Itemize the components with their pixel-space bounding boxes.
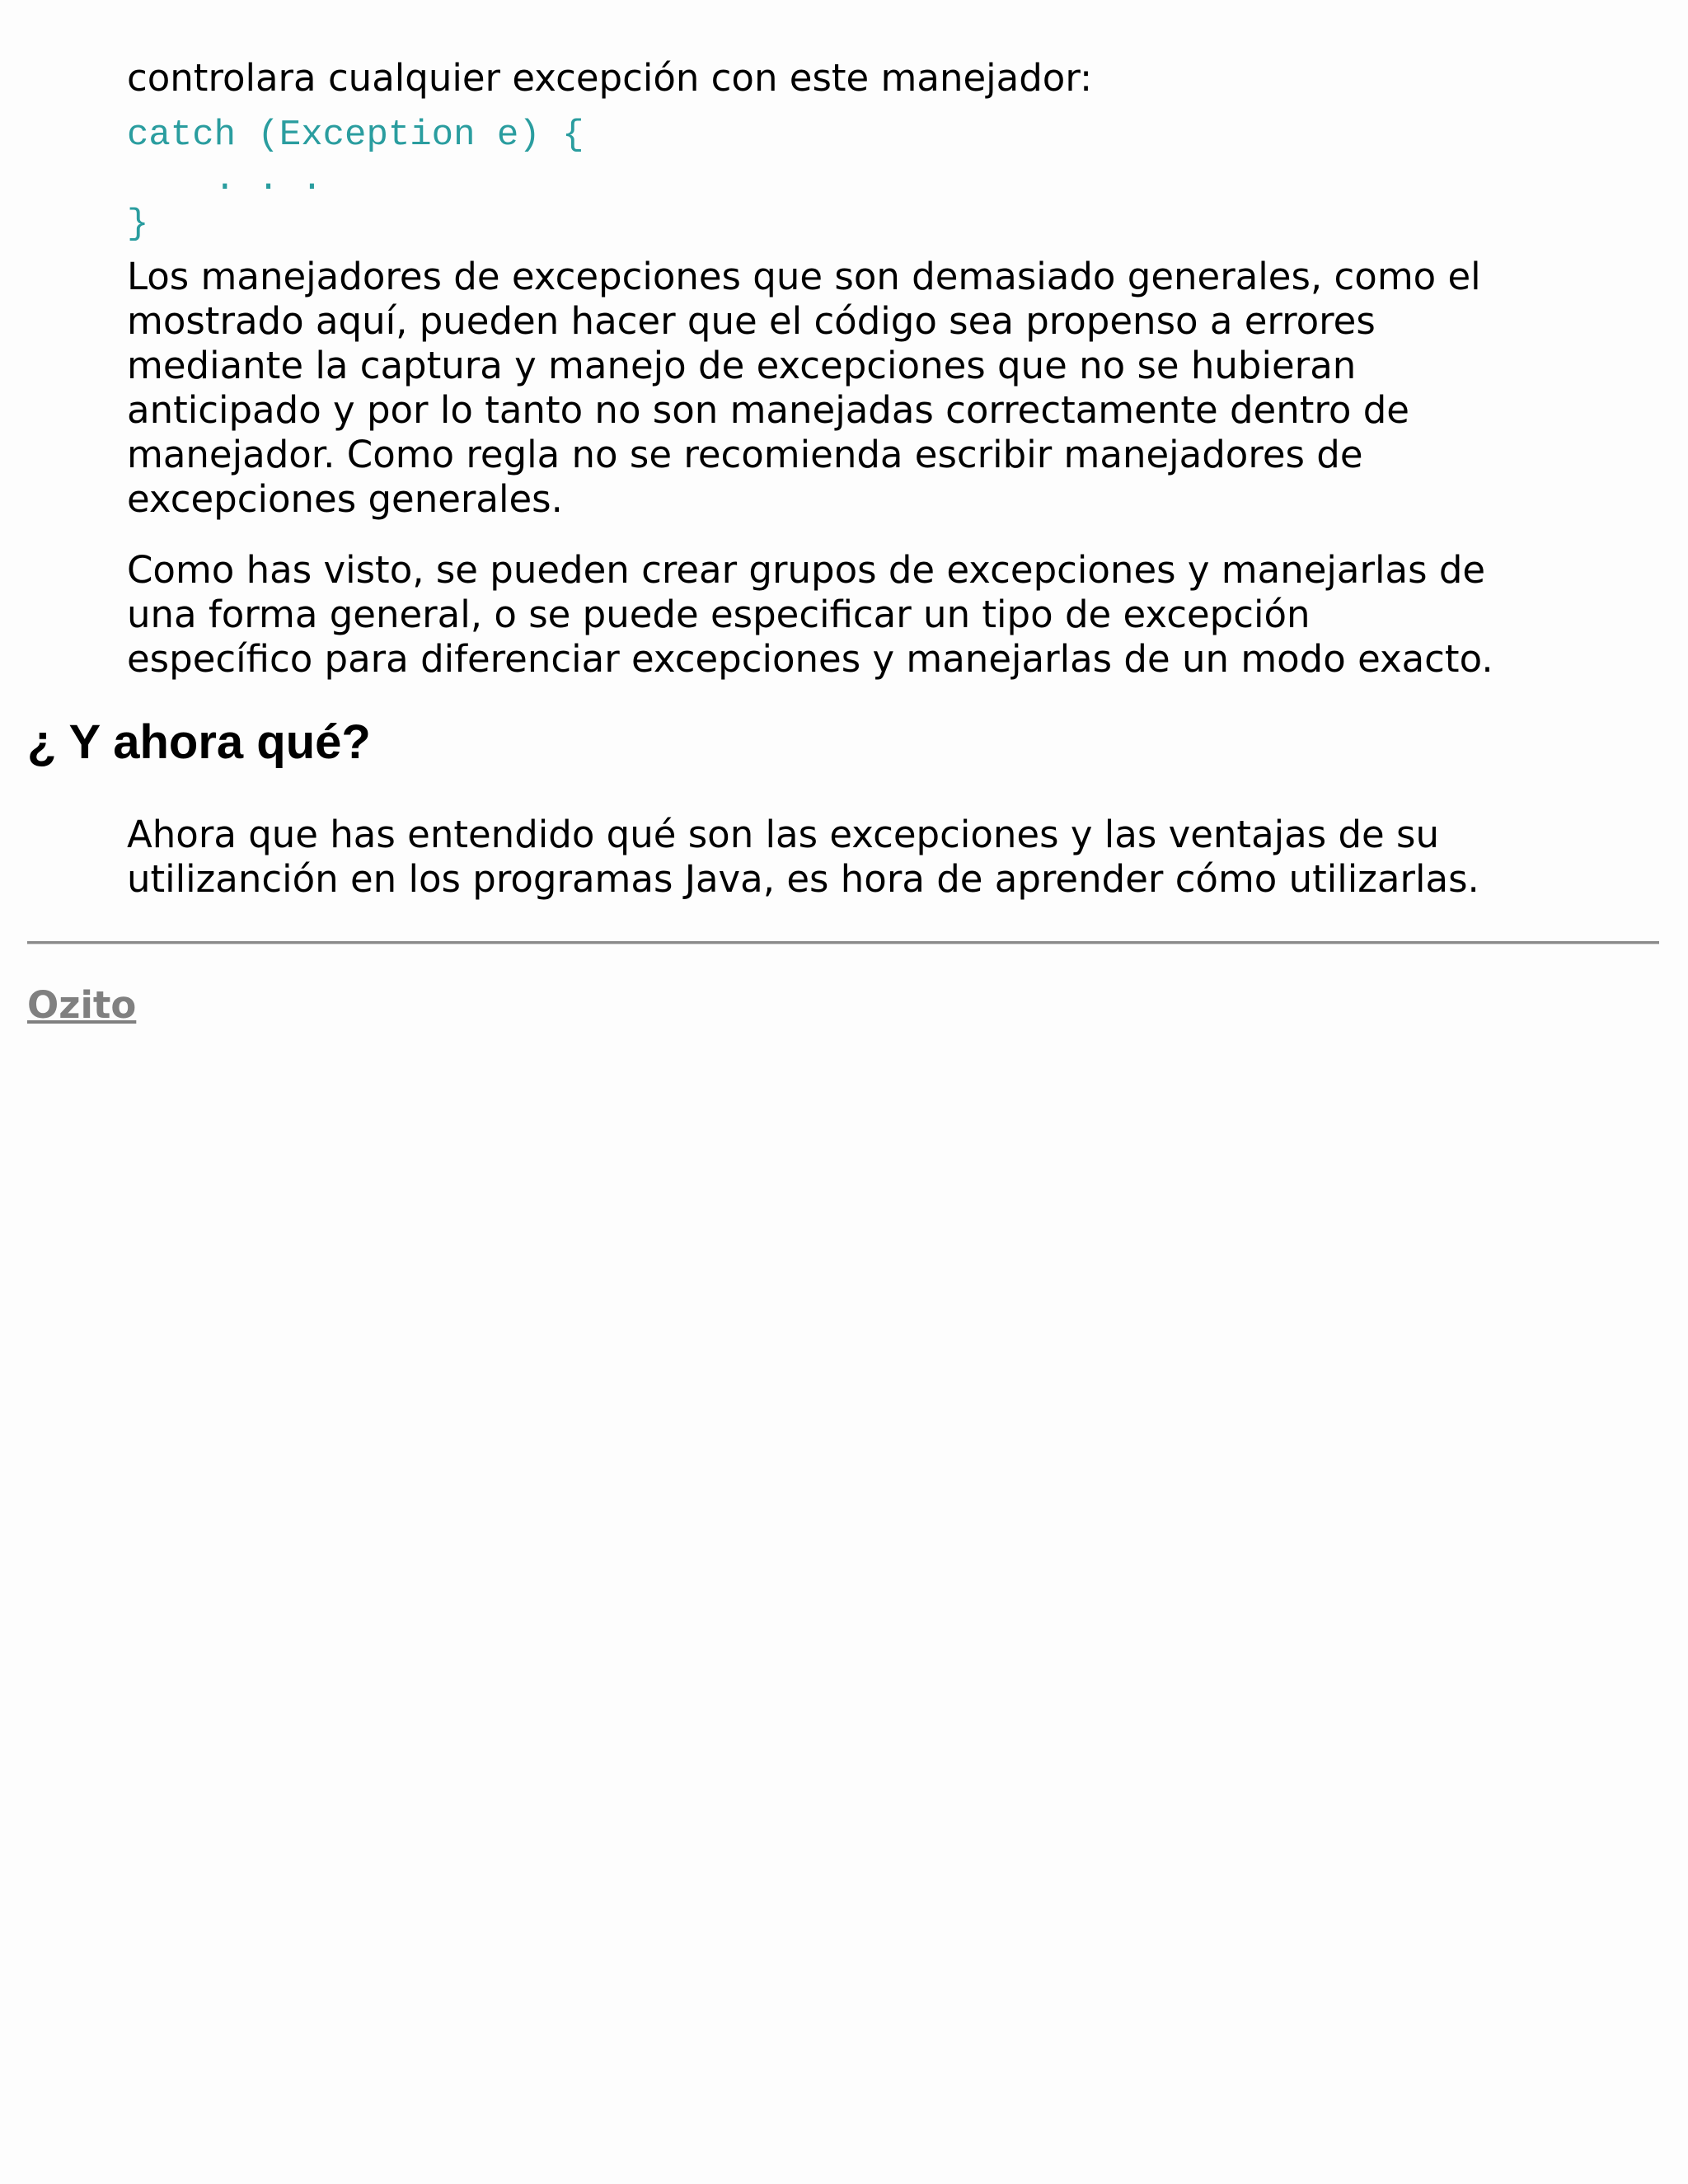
- paragraph-line: excepciones generales.: [127, 477, 563, 521]
- paragraph-line: anticipado y por lo tanto no son manejadas correctamente dentro de: [127, 388, 1409, 432]
- paragraph-line: mediante la captura y manejo de excepciones que no se hubieran: [127, 344, 1357, 387]
- paragraph-line: específico para diferenciar excepciones y manejarlas de un modo exacto.: [127, 637, 1493, 681]
- intro-line: controlara cualquier excepción con este manejador:: [127, 56, 1093, 100]
- paragraph-line: mostrado aquí, pueden hacer que el código sea propenso a errores: [127, 299, 1376, 343]
- horizontal-rule: [27, 941, 1659, 944]
- footer-link-ozito[interactable]: Ozito: [27, 983, 137, 1027]
- paragraph-line: manejador. Como regla no se recomienda escribir manejadores de: [127, 433, 1363, 476]
- code-line-3: }: [127, 204, 149, 245]
- code-line-1: catch (Exception e) {: [127, 115, 584, 156]
- paragraph-line: Los manejadores de excepciones que son demasiado generales, como el: [127, 255, 1481, 298]
- paragraph-line: Ahora que has entendido qué son las excepciones y las ventajas de su: [127, 813, 1439, 856]
- paragraph-line: utilizanción en los programas Java, es hora de aprender cómo utilizarlas.: [127, 857, 1479, 901]
- code-line-2: . . .: [127, 159, 323, 200]
- paragraph-line: una forma general, o se puede especificar un tipo de excepción: [127, 593, 1311, 636]
- paragraph-line: Como has visto, se pueden crear grupos de excepciones y manejarlas de: [127, 548, 1486, 592]
- section-heading: ¿ Y ahora qué?: [27, 715, 371, 769]
